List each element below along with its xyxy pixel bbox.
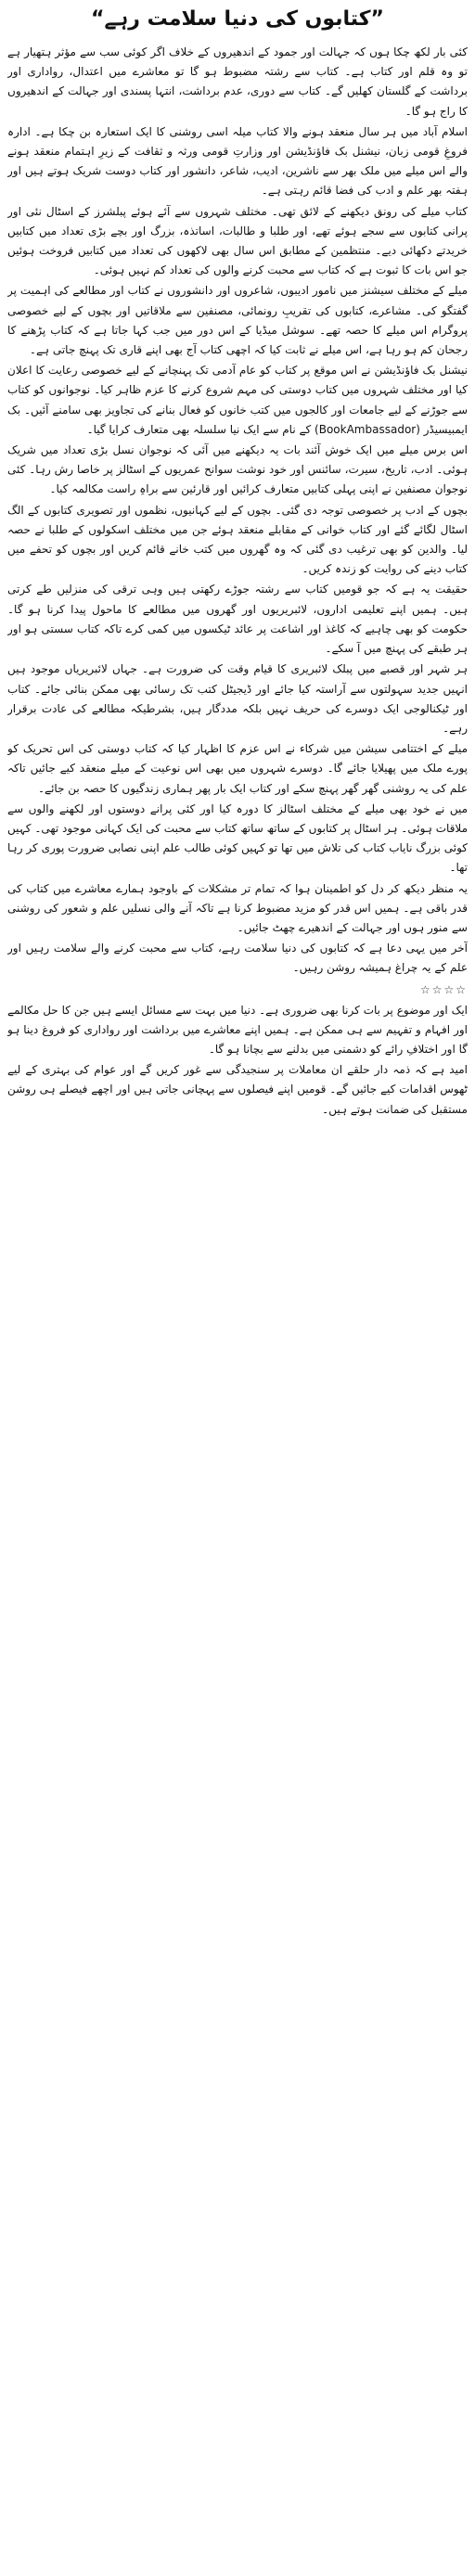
article-paragraph: اسلام آباد میں ہر سال منعقد ہونے والا کتاب میلہ اسی روشنی کا ایک استعارہ بن چکا ہے۔ ادارہ فروغِ قومی زبان، نیشنل بک فاؤنڈیشن اور وزارتِ قومی ورثہ و ثقافت کے زیرِ اہتمام منعقد ہونے والے اس میلے میں ملک بھر سے ناشرین، ادیب، شاعر، دانشور اور کتاب دوست شریک ہوتے ہیں اور ہفتہ بھر علم و ادب کی فضا قائم رہتی ہے۔ — [7, 124, 468, 198]
article-paragraph: ہر شہر اور قصبے میں پبلک لائبریری کا قیام وقت کی ضرورت ہے۔ جہاں لائبریریاں موجود ہیں انہیں جدید سہولتوں سے آراستہ کیا جائے اور ڈیجیٹل کتب تک رسائی بھی ممکن بنائی جائے۔ کتاب اور ٹیکنالوجی ایک دوسرے کی حریف نہیں بلکہ مددگار ہیں، بشرطیکہ مطالعے کی عادت برقرار رہے۔ — [7, 662, 468, 735]
article-paragraph: اس برس میلے میں ایک خوش آئند بات یہ دیکھنے میں آئی کہ نوجوان نسل بڑی تعداد میں شریک ہوئی۔ ادب، تاریخ، سیرت، سائنس اور خود نوشت سوانح عمریوں کے اسٹالز پر خاصا رش رہا۔ کئی نوجوان مصنفین نے اپنی پہلی کتابیں متعارف کرائیں اور قارئین سے براہِ راست مکالمہ کیا۔ — [7, 443, 468, 496]
article-paragraph: میں نے خود بھی میلے کے مختلف اسٹالز کا دورہ کیا اور کئی پرانے دوستوں اور لکھنے والوں سے ملاقات ہوئی۔ ہر اسٹال پر کتابوں کے ساتھ ساتھ کتاب سے محبت کی ایک کہانی موجود تھی۔ کہیں کوئی بزرگ نایاب کتاب کی تلاش میں تھا تو کہیں کوئی طالب علم اپنی نصابی ضرورت پوری کر رہا تھا۔ — [7, 801, 468, 875]
article-paragraph: آخر میں یہی دعا ہے کہ کتابوں کی دنیا سلامت رہے، کتاب سے محبت کرنے والے سلامت رہیں اور علم کے یہ چراغ ہمیشہ روشن رہیں۔ — [7, 942, 468, 975]
article-paragraph: حقیقت یہ ہے کہ جو قومیں کتاب سے رشتہ جوڑے رکھتی ہیں وہی ترقی کی منزلیں طے کرتی ہیں۔ ہمیں اپنے تعلیمی اداروں، لائبریریوں اور گھروں میں مطالعے کا ماحول پیدا کرنا ہو گا۔ حکومت کو بھی چاہیے کہ کاغذ اور اشاعت پر عائد ٹیکسوں میں کمی کرے تاکہ کتاب سستی ہو اور ہر طبقے کی پہنچ میں آ سکے۔ — [7, 583, 468, 656]
article-paragraph: میلے کے مختلف سیشنز میں نامور ادیبوں، شاعروں اور دانشوروں نے کتاب اور مطالعے کی اہمیت پر گفتگو کی۔ مشاعرے، کتابوں کی تقریبِ رونمائی، مصنفین سے ملاقاتیں اور بچوں کے لیے خصوصی پروگرام اس میلے کا حصہ تھے۔ سوشل میڈیا کے اس دور میں جب کہا جاتا ہے کہ کتاب پڑھنے کا رجحان کم ہو رہا ہے، اس میلے نے ثابت کیا کہ اچھی کتاب آج بھی اپنے قاری تک پہنچ جاتی ہے۔ — [7, 284, 468, 357]
article-headline: ”کتابوں کی دنیا سلامت رہے“ — [91, 7, 384, 31]
article-paragraph: میلے کے اختتامی سیشن میں شرکاء نے اس عزم کا اظہار کیا کہ کتاب دوستی کی اس تحریک کو پورے ملک میں پھیلایا جائے گا۔ دوسرے شہروں میں بھی اس نوعیت کے میلے منعقد کیے جائیں تاکہ علم کی یہ روشنی گھر گھر پہنچ سکے اور کتاب ایک بار پھر ہماری زندگیوں کا حصہ بن جائے۔ — [7, 742, 468, 795]
section-separator: ☆☆☆☆ — [419, 982, 468, 996]
article-paragraph: بچوں کے ادب پر خصوصی توجہ دی گئی۔ بچوں کے لیے کہانیوں، نظموں اور تصویری کتابوں کے الگ اسٹال لگائے گئے اور کتاب خوانی کے مقابلے منعقد ہوئے جن میں مختلف اسکولوں کے طلبا نے حصہ لیا۔ والدین کو بھی ترغیب دی گئی کہ وہ گھروں میں کتب خانے قائم کریں اور بچوں کو تحفے میں کتاب دینے کی روایت کو زندہ کریں۔ — [7, 503, 468, 576]
article-paragraph: یہ منظر دیکھ کر دل کو اطمینان ہوا کہ تمام تر مشکلات کے باوجود ہمارے معاشرے میں کتاب کی قدر باقی ہے۔ ہمیں اس قدر کو مزید مضبوط کرنا ہے تاکہ آنے والی نسلیں علم و شعور کی روشنی سے منور ہوں اور جہالت کے اندھیرے چھٹ جائیں۔ — [7, 881, 468, 934]
closing-paragraph: امید ہے کہ ذمہ دار حلقے ان معاملات پر سنجیدگی سے غور کریں گے اور عوام کی بہتری کے لیے ٹھوس اقدامات کیے جائیں گے۔ قومیں اپنے فیصلوں سے پہچانی جاتی ہیں اور اچھے فیصلے ہی روشن مستقبل کی ضمانت ہوتے ہیں۔ — [7, 1063, 468, 1116]
article-body — [7, 43, 468, 2564]
article-paragraph: نیشنل بک فاؤنڈیشن نے اس موقع پر کتاب کو عام آدمی تک پہنچانے کے لیے خصوصی رعایت کا اعلان کیا اور مختلف شہروں میں کتاب دوستی کی مہم شروع کرنے کا عزم ظاہر کیا۔ نوجوانوں کو کتاب سے جوڑنے کے لیے جامعات اور کالجوں میں کتب خانوں کو فعال بنانے کی تجاویز بھی سامنے آئیں۔ بک ایمبیسیڈر (BookAmbassador) کے نام سے ایک نیا سلسلہ بھی متعارف کرایا گیا۔ — [7, 364, 468, 436]
article-paragraph: کتاب میلے کی رونق دیکھنے کے لائق تھی۔ مختلف شہروں سے آئے ہوئے پبلشرز کے اسٹال نئی اور پرانی کتابوں سے سجے ہوئے تھے، اور طلبا و طالبات، اساتذہ، بزرگ اور بچے بڑی تعداد میں کتابیں خریدتے دکھائی دیے۔ منتظمین کے مطابق اس سال بھی لاکھوں کی تعداد میں کتابیں فروخت ہوئیں جو اس بات کا ثبوت ہے کہ کتاب سے محبت کرنے والوں کی تعداد کم نہیں ہوئی۔ — [7, 204, 468, 277]
article-paragraph: کئی بار لکھ چکا ہوں کہ جہالت اور جمود کے اندھیروں کے خلاف اگر کوئی سب سے مؤثر ہتھیار ہے تو وہ قلم اور کتاب ہے۔ کتاب سے رشتہ مضبوط ہو گا تو معاشرے میں اعتدال، رواداری اور برداشت کے گلستان کھلیں گے۔ کتاب سے دوری، عدم برداشت، انتہا پسندی اور جہالت کے اندھیروں کا راج ہو گا۔ — [7, 45, 468, 118]
closing-paragraph: ایک اور موضوع پر بات کرنا بھی ضروری ہے۔ دنیا میں بہت سے مسائل ایسے ہیں جن کا حل مکالمے اور افہام و تفہیم سے ہی ممکن ہے۔ ہمیں اپنے معاشرے میں برداشت اور رواداری کو فروغ دینا ہو گا اور اختلافِ رائے کو دشمنی میں بدلنے سے بچانا ہو گا۔ — [7, 1003, 468, 1056]
